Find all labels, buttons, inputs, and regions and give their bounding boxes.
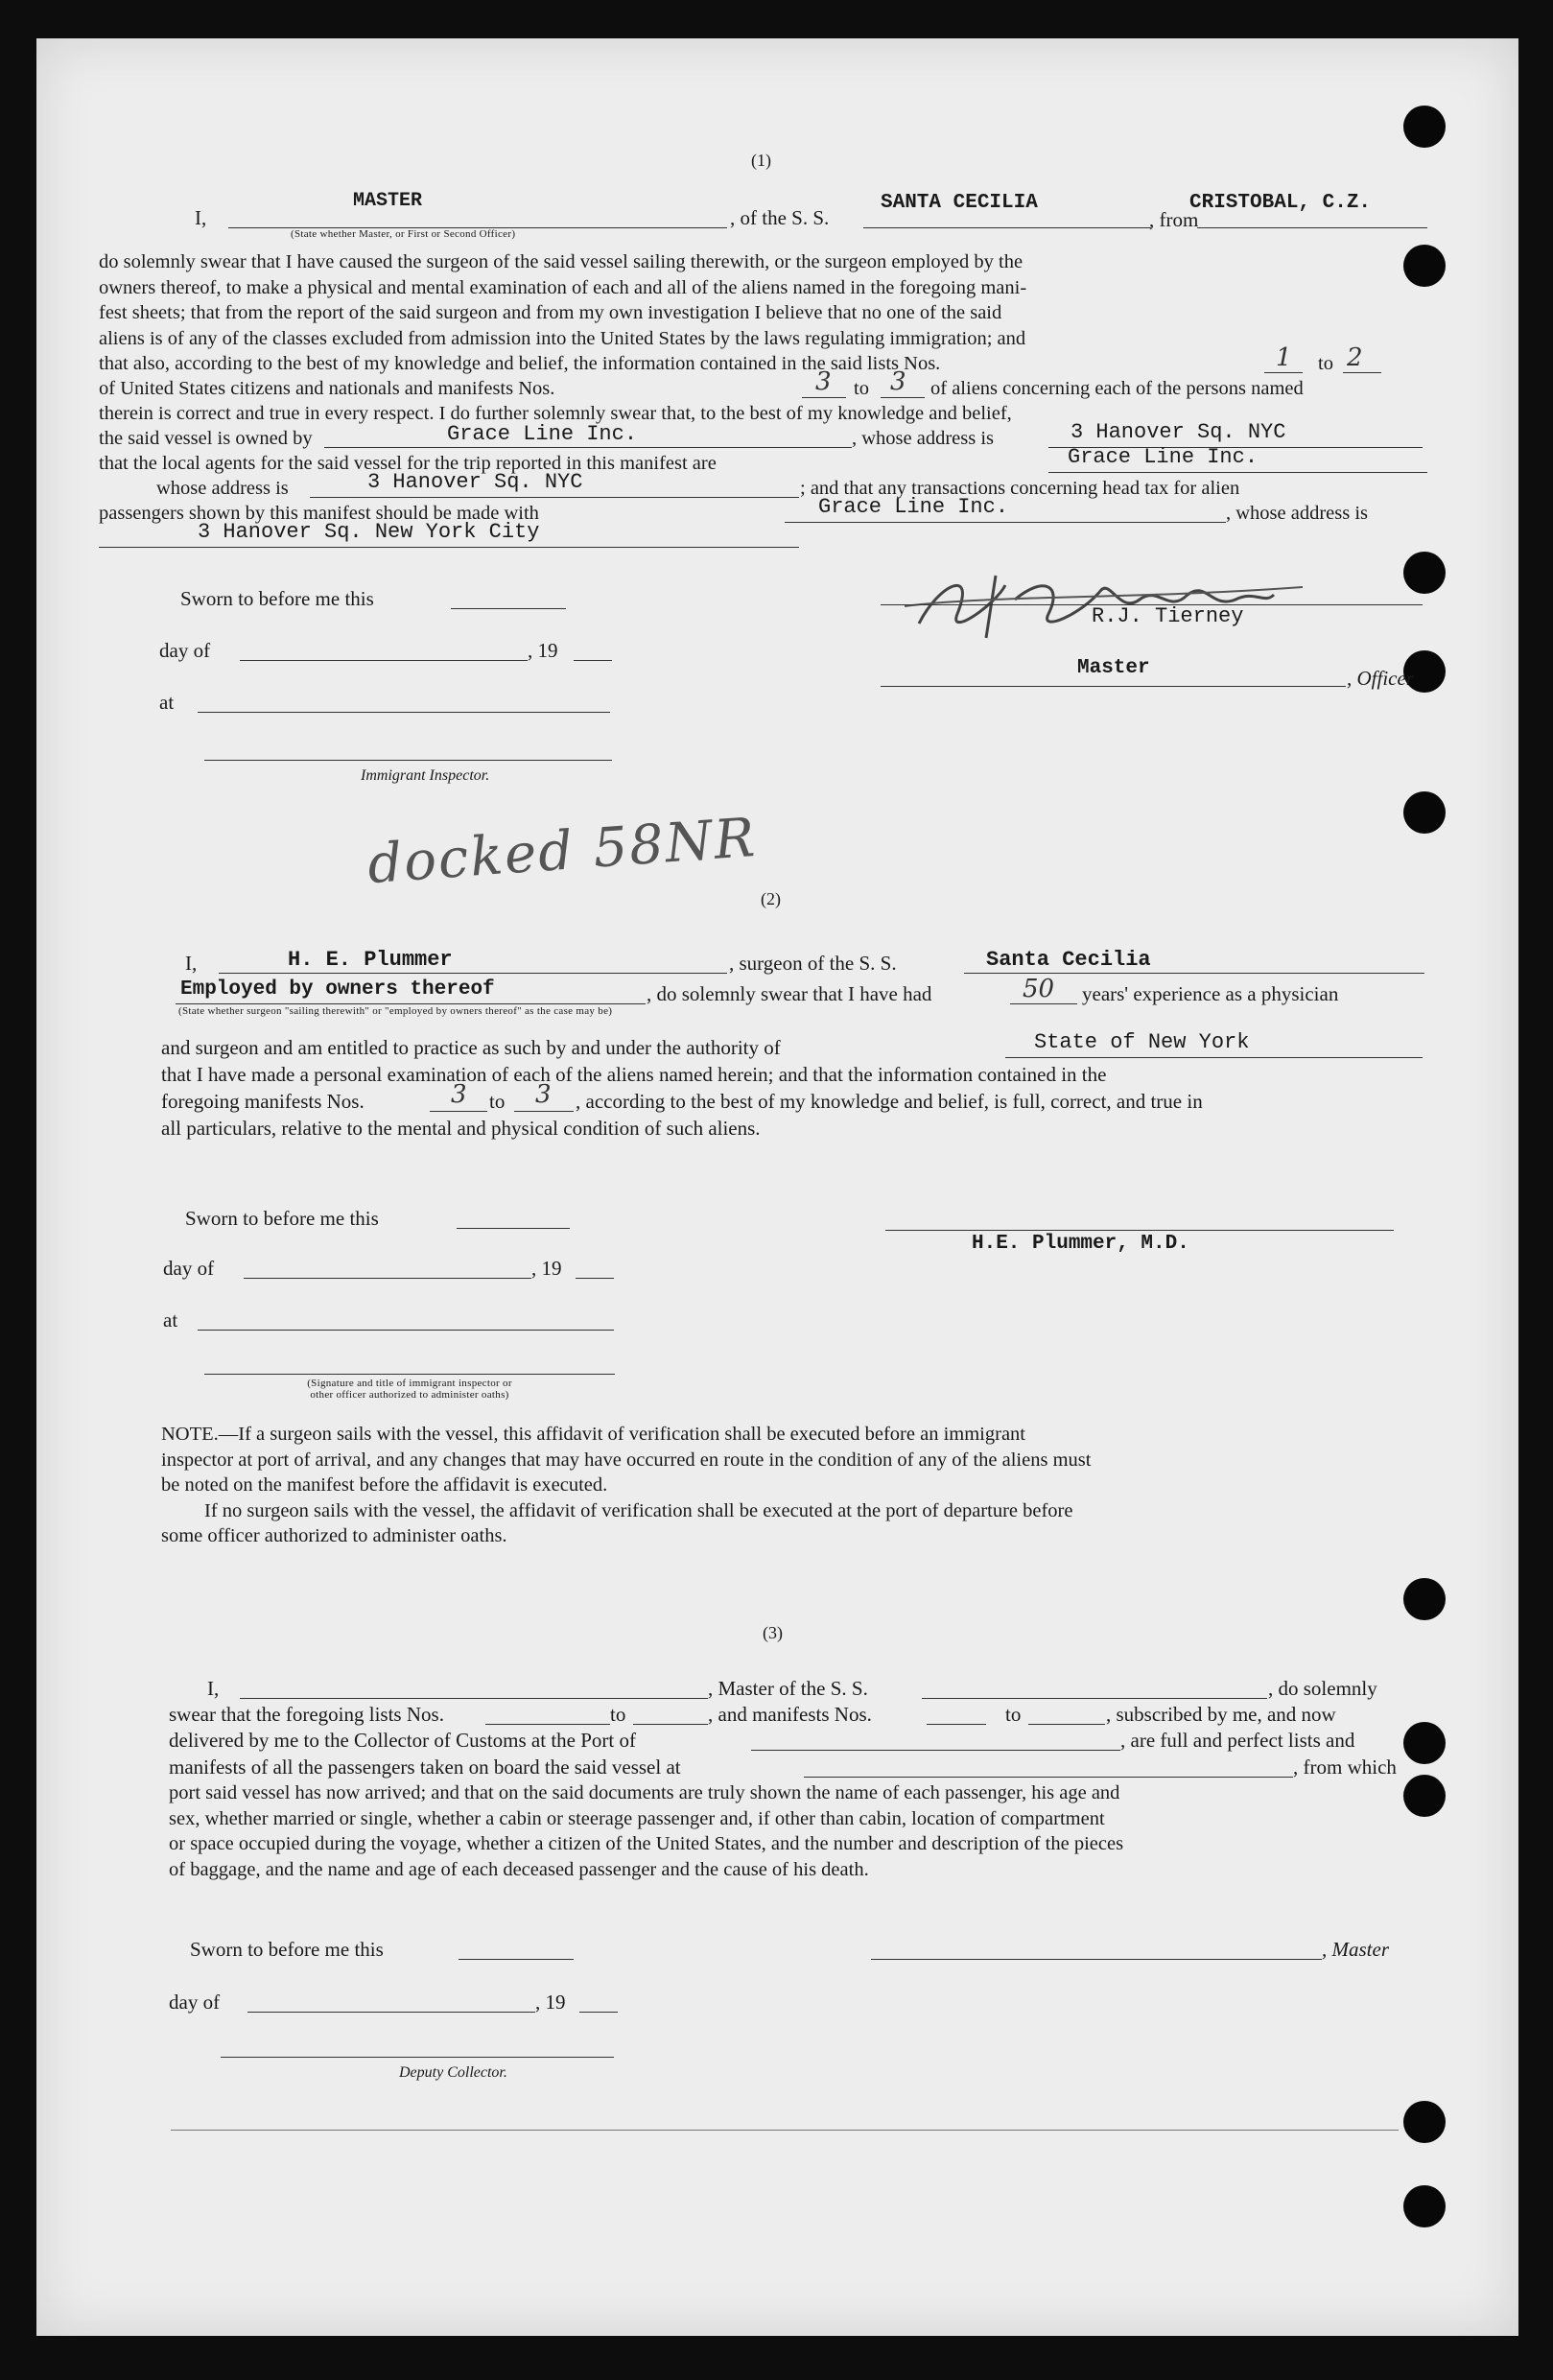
at-label-2: at bbox=[163, 1308, 178, 1331]
text-line: all particulars, relative to the mental and physical condition of such aliens. bbox=[161, 1117, 761, 1140]
surgeon-vessel-line bbox=[964, 973, 1424, 974]
headtax-value: Grace Line Inc. bbox=[818, 495, 1009, 519]
employment-value: Employed by owners thereof bbox=[180, 978, 495, 1001]
year-label-3: , 19 bbox=[535, 1991, 566, 2014]
vessel-name: SANTA CECILIA bbox=[881, 192, 1038, 214]
at-line bbox=[198, 712, 610, 713]
employment-note: (State whether surgeon "sailing therewith" or "employed by owners thereof" as the case may be) bbox=[178, 1005, 613, 1017]
agents-label: that the local agents for the said vessel for the trip reported in this manifest are bbox=[99, 453, 717, 474]
note-line: be noted on the manifest before the affidavit is executed. bbox=[161, 1474, 608, 1496]
agents-address-label: whose address is bbox=[156, 478, 289, 499]
s3-taken-line bbox=[804, 1777, 1293, 1778]
swear-text: , do solemnly swear that I have had bbox=[647, 982, 932, 1005]
text-line: do solemnly swear that I have caused the surgeon of the said vessel sailing therewith, or the surgeon employed by the bbox=[99, 251, 1024, 272]
sworn-label-3: Sworn to before me this bbox=[190, 1938, 384, 1961]
s3-master-of-label: , Master of the S. S. bbox=[708, 1677, 868, 1700]
sworn-line-2 bbox=[457, 1228, 570, 1229]
punch-hole bbox=[1403, 2101, 1446, 2143]
lists-to-value: 2 bbox=[1347, 343, 1363, 372]
rank-value: MASTER bbox=[353, 190, 423, 212]
foregoing-label: foregoing manifests Nos. bbox=[161, 1090, 365, 1113]
punch-hole bbox=[1403, 106, 1446, 148]
s3-man-to-label: to bbox=[1005, 1703, 1022, 1726]
s2-from-line bbox=[430, 1111, 487, 1112]
s2-from-value: 3 bbox=[451, 1080, 467, 1109]
note-line: If no surgeon sails with the vessel, the affidavit of verification shall be executed at the port of departure before bbox=[204, 1499, 1073, 1521]
note-block bbox=[161, 1422, 1427, 1549]
headtax-line bbox=[785, 522, 1226, 523]
text-line: of baggage, and the name and age of each deceased passenger and the cause of his death. bbox=[169, 1858, 869, 1880]
lists-to-label: to bbox=[1318, 353, 1333, 374]
text-line: therein is correct and true in every respect. I do further solemnly swear that, to the best of my knowledge and belief, bbox=[99, 403, 1012, 424]
day-of-label-2: day of bbox=[163, 1257, 215, 1280]
officer-label: , Officer bbox=[1347, 667, 1414, 690]
headtax-address-label: , whose address is bbox=[1226, 503, 1369, 524]
manifest-to-value: 3 bbox=[890, 367, 906, 396]
surgeon-vessel: Santa Cecilia bbox=[986, 948, 1151, 972]
lists-to-line bbox=[1343, 372, 1381, 373]
years-line bbox=[1010, 1003, 1077, 1004]
collector-caption: Deputy Collector. bbox=[399, 2064, 507, 2081]
section-3-body bbox=[169, 1780, 1425, 1882]
year-label-2: , 19 bbox=[531, 1257, 562, 1280]
i-label: I, bbox=[195, 206, 207, 229]
s3-lists-label: swear that the foregoing lists Nos. bbox=[169, 1703, 444, 1726]
s3-manifests-label: , and manifests Nos. bbox=[708, 1703, 872, 1726]
signer-title: Master bbox=[1077, 657, 1150, 679]
experience-text: years' experience as a physician bbox=[1082, 982, 1339, 1005]
note-line bbox=[161, 1422, 1427, 1448]
lists-line-text: that also, according to the best of my knowledge and belief, the information contained in the said lists Nos. bbox=[99, 353, 941, 374]
year-label: , 19 bbox=[528, 639, 558, 662]
manifest-from-line bbox=[802, 397, 846, 398]
day-line bbox=[240, 660, 528, 661]
text-line: that I have made a personal examination of each of the aliens named herein; and that the information contained in the bbox=[161, 1063, 1107, 1086]
manifest-to-line bbox=[881, 397, 925, 398]
manifest-from-value: 3 bbox=[815, 367, 832, 396]
i-label-3: I, bbox=[207, 1677, 220, 1700]
s3-lists-to-label: to bbox=[610, 1703, 626, 1726]
lists-from-line bbox=[1264, 372, 1303, 373]
note-line: some officer authorized to administer oaths. bbox=[161, 1525, 507, 1547]
s2-according-text: , according to the best of my knowledge and belief, is full, correct, and true in bbox=[576, 1090, 1203, 1113]
s3-perfect-text: , are full and perfect lists and bbox=[1120, 1729, 1355, 1752]
owned-by-label: the said vessel is owned by bbox=[99, 428, 313, 449]
authority-line bbox=[1005, 1057, 1423, 1058]
departure-port: CRISTOBAL, C.Z. bbox=[1189, 192, 1372, 214]
day-of-label: day of bbox=[159, 639, 211, 662]
s3-master-sign-line bbox=[871, 1959, 1322, 1960]
lists-from-value: 1 bbox=[1276, 343, 1292, 372]
authority-value: State of New York bbox=[1034, 1030, 1250, 1054]
inspector-caption: Immigrant Inspector. bbox=[361, 767, 490, 784]
agents-line bbox=[1048, 472, 1427, 473]
s3-lists-from-line bbox=[485, 1724, 610, 1725]
port-line bbox=[1197, 227, 1427, 228]
at-label: at bbox=[159, 691, 175, 714]
day-line-2 bbox=[244, 1278, 531, 1279]
surgeon-name: H. E. Plummer bbox=[288, 948, 453, 972]
headtax-address-value: 3 Hanover Sq. New York City bbox=[198, 520, 540, 544]
punch-hole bbox=[1403, 1578, 1446, 1620]
s3-subscribed-text: , subscribed by me, and now bbox=[1106, 1703, 1336, 1726]
sworn-label: Sworn to before me this bbox=[180, 587, 374, 610]
punch-hole bbox=[1403, 1722, 1446, 1764]
s2-to-line bbox=[514, 1111, 574, 1112]
owner-address-label: , whose address is bbox=[852, 428, 995, 449]
year-line-2 bbox=[576, 1278, 614, 1279]
employment-line bbox=[176, 1003, 646, 1004]
s3-do-solemnly: , do solemnly bbox=[1268, 1677, 1377, 1700]
manifests-line-tail: of aliens concerning each of the persons named bbox=[930, 378, 1304, 399]
s3-master-label: , Master bbox=[1322, 1938, 1389, 1961]
text-line: owners thereof, to make a physical and mental examination of each and all of the aliens named in the foregoing mani- bbox=[99, 276, 1027, 298]
surgeon-of-label: , surgeon of the S. S. bbox=[729, 952, 897, 975]
sworn-label-2: Sworn to before me this bbox=[185, 1207, 379, 1230]
s3-collector-label: delivered by me to the Collector of Customs at the Port of bbox=[169, 1729, 636, 1752]
text-line: port said vessel has now arrived; and that on the said documents are truly shown the name of each passenger, his age and bbox=[169, 1782, 1120, 1803]
s3-lists-to-line bbox=[633, 1724, 708, 1725]
note-text: —If a surgeon sails with the vessel, this affidavit of verification shall be executed before an immigrant bbox=[218, 1424, 1025, 1445]
collector-line bbox=[221, 2057, 614, 2058]
s3-master-line bbox=[240, 1698, 708, 1699]
of-ss-label: , of the S. S. bbox=[730, 206, 830, 229]
title-line bbox=[881, 686, 1346, 687]
signer-name: R.J. Tierney bbox=[1092, 604, 1244, 628]
s3-man-from-line bbox=[927, 1724, 986, 1725]
rank-note: (State whether Master, or First or Second Officer) bbox=[291, 228, 516, 240]
authority-label: and surgeon and am entitled to practice as such by and under the authority of bbox=[161, 1036, 781, 1059]
s3-port-line bbox=[751, 1750, 1120, 1751]
at-line-2 bbox=[198, 1330, 614, 1331]
note-line: inspector at port of arrival, and any changes that may have occurred en route in the condition of any of the aliens must bbox=[161, 1449, 1092, 1471]
sig-note-line: (Signature and title of immigrant inspector or bbox=[307, 1378, 512, 1389]
inspector-line bbox=[204, 760, 612, 761]
owner-line bbox=[324, 447, 852, 448]
manifest-to-label: to bbox=[854, 378, 869, 399]
s3-vessel-line bbox=[922, 1698, 1267, 1699]
surgeon-signature: H.E. Plummer, M.D. bbox=[972, 1233, 1189, 1255]
sig-note-line: other officer authorized to administer oaths) bbox=[310, 1389, 509, 1401]
note-lead: NOTE. bbox=[161, 1424, 219, 1445]
section-1-number: (1) bbox=[751, 151, 771, 170]
vessel-line bbox=[863, 227, 1151, 228]
s3-man-to-line bbox=[1028, 1724, 1105, 1725]
agents-address-value: 3 Hanover Sq. NYC bbox=[367, 470, 583, 494]
headtax-text: ; and that any transactions concerning head tax for alien bbox=[800, 478, 1240, 499]
text-line: or space occupied during the voyage, whether a citizen of the United States, and the number and description of the pieces bbox=[169, 1833, 1124, 1855]
i-label-2: I, bbox=[185, 952, 198, 975]
day-line-3 bbox=[247, 2012, 535, 2013]
section-1-body bbox=[99, 249, 1430, 351]
text-line: sex, whether married or single, whether a cabin or steerage passenger and, if other than cabin, location of compartment bbox=[169, 1807, 1105, 1829]
s3-taken-label: manifests of all the passengers taken on board the said vessel at bbox=[169, 1756, 681, 1779]
year-line-3 bbox=[579, 2012, 618, 2013]
punch-hole bbox=[1403, 2185, 1446, 2227]
manifest-page bbox=[36, 38, 1518, 2336]
sworn-line-3 bbox=[459, 1959, 574, 1960]
sworn-line bbox=[451, 608, 566, 609]
agents-address-line bbox=[310, 497, 799, 498]
day-of-label-3: day of bbox=[169, 1991, 221, 2014]
years-value: 50 bbox=[1023, 975, 1055, 1003]
owner-address-value: 3 Hanover Sq. NYC bbox=[1071, 420, 1286, 444]
sig-title-note bbox=[204, 1378, 615, 1401]
bottom-rule bbox=[171, 2130, 1399, 2131]
year-line bbox=[574, 660, 612, 661]
agents-value: Grace Line Inc. bbox=[1068, 445, 1259, 469]
section-2-number: (2) bbox=[761, 889, 781, 908]
handwritten-annotation: docked 58NR bbox=[365, 806, 759, 897]
s2-to-value: 3 bbox=[535, 1080, 552, 1109]
from-label: , from bbox=[1149, 208, 1199, 231]
sig-title-line bbox=[204, 1374, 615, 1375]
text-line: fest sheets; that from the report of the said surgeon and from my own investigation I believe that no one of the said bbox=[99, 302, 1002, 324]
manifests-line-text: of United States citizens and nationals and manifests Nos. bbox=[99, 378, 555, 399]
s3-from-which: , from which bbox=[1293, 1756, 1397, 1779]
s2-to-label: to bbox=[489, 1090, 506, 1113]
owner-value: Grace Line Inc. bbox=[447, 422, 638, 446]
text-line: aliens is of any of the classes excluded from admission into the United States by the laws regulating immigration; and bbox=[99, 327, 1026, 349]
surgeon-signature-line bbox=[885, 1230, 1394, 1231]
surgeon-line bbox=[219, 973, 727, 974]
punch-hole bbox=[1403, 552, 1446, 594]
punch-hole bbox=[1403, 791, 1446, 834]
master-signature bbox=[881, 547, 1322, 652]
section-3-number: (3) bbox=[763, 1623, 783, 1642]
headtax-address-line bbox=[99, 547, 799, 548]
headtax-label: passengers shown by this manifest should be made with bbox=[99, 503, 539, 524]
